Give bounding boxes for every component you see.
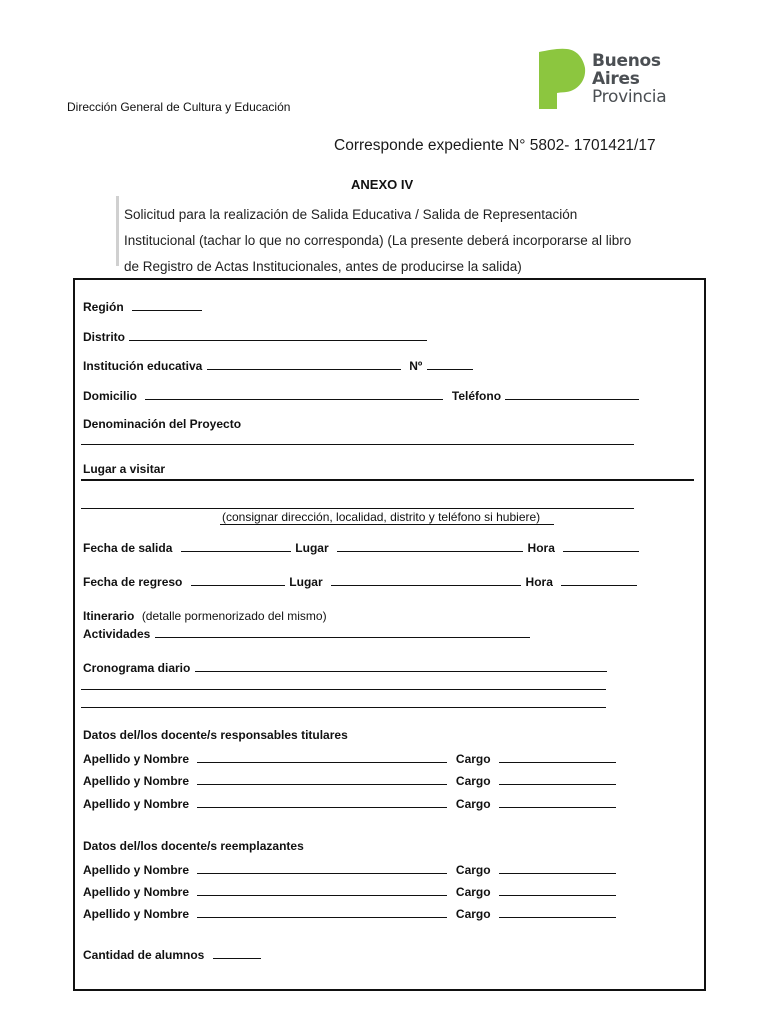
numero-label: Nº xyxy=(409,359,423,373)
actividades-label: Actividades xyxy=(83,627,151,641)
lugar-salida-field[interactable] xyxy=(337,541,523,552)
titular-row xyxy=(83,750,616,768)
actividades-row xyxy=(83,625,530,643)
apellido-nombre-field[interactable] xyxy=(197,752,447,763)
cargo-field[interactable] xyxy=(499,797,616,808)
request-line-1: Solicitud para la realización de Salida Educativa / Salida de Representación xyxy=(124,207,578,222)
cronograma-row xyxy=(83,659,607,677)
cronograma-label: Cronograma diario xyxy=(83,661,191,675)
request-text xyxy=(124,202,684,280)
cargo-label: Cargo xyxy=(455,797,491,811)
lugar-visitar-label: Lugar a visitar xyxy=(83,462,166,476)
fecha-regreso-row xyxy=(83,573,637,591)
lugar-regreso-field[interactable] xyxy=(331,575,521,586)
cargo-field[interactable] xyxy=(499,863,616,874)
proyecto-label: Denominación del Proyecto xyxy=(83,417,242,431)
docentes-reemplazantes-heading: Datos del/los docente/s reemplazantes xyxy=(83,839,304,853)
apellido-nombre-field[interactable] xyxy=(197,774,447,785)
distrito-label: Distrito xyxy=(83,330,125,344)
titular-row xyxy=(83,772,616,790)
titular-row xyxy=(83,795,616,813)
apellido-nombre-field[interactable] xyxy=(197,907,447,918)
lugar-salida-label: Lugar xyxy=(295,541,329,555)
apellido-nombre-label: Apellido y Nombre xyxy=(83,797,190,811)
telefono-field[interactable] xyxy=(505,389,639,400)
department-name: Dirección General de Cultura y Educación xyxy=(67,100,291,114)
logo-line-2: Aires xyxy=(592,69,640,89)
reemplazante-row xyxy=(83,861,616,879)
lugar-regreso-label: Lugar xyxy=(289,575,323,589)
apellido-nombre-label: Apellido y Nombre xyxy=(83,752,190,766)
cargo-label: Cargo xyxy=(455,885,491,899)
request-line-2: Institucional (tachar lo que no corresponda) (La presente deberá incorporarse al libro xyxy=(124,233,632,248)
hora-salida-label: Hora xyxy=(527,541,555,555)
apellido-nombre-field[interactable] xyxy=(197,885,447,896)
apellido-nombre-label: Apellido y Nombre xyxy=(83,907,190,921)
domicilio-field[interactable] xyxy=(145,389,443,400)
cargo-field[interactable] xyxy=(499,907,616,918)
distrito-row xyxy=(83,328,427,346)
numero-field[interactable] xyxy=(427,359,473,370)
cantidad-alumnos-label: Cantidad de alumnos xyxy=(83,948,205,962)
expediente-number: Corresponde expediente N° 5802- 1701421/17 xyxy=(334,137,656,154)
hora-regreso-field[interactable] xyxy=(561,575,637,586)
docentes-titulares-heading: Datos del/los docente/s responsables titulares xyxy=(83,728,348,742)
cronograma-line-2[interactable] xyxy=(81,689,606,690)
domicilio-row xyxy=(83,387,639,405)
cargo-field[interactable] xyxy=(499,752,616,763)
consignar-underline xyxy=(220,524,554,525)
actividades-field[interactable] xyxy=(155,627,530,638)
request-line-3: de Registro de Actas Institucionales, antes de producirse la salida) xyxy=(124,259,522,274)
logo-line-3: Provincia xyxy=(592,87,667,107)
reemplazante-row xyxy=(83,905,616,923)
consignar-note: (consignar dirección, localidad, distrito y teléfono si hubiere) xyxy=(222,510,541,524)
institucion-label: Institución educativa xyxy=(83,359,203,373)
itinerario-detail: (detalle pormenorizado del mismo) xyxy=(141,609,327,623)
lugar-visitar-divider xyxy=(81,479,694,481)
institucion-field[interactable] xyxy=(207,359,401,370)
cargo-label: Cargo xyxy=(455,863,491,877)
itinerario-row xyxy=(83,607,327,625)
cargo-label: Cargo xyxy=(455,907,491,921)
region-field[interactable] xyxy=(132,300,202,311)
region-label: Región xyxy=(83,300,124,314)
fecha-regreso-field[interactable] xyxy=(191,575,285,586)
apellido-nombre-field[interactable] xyxy=(197,797,447,808)
domicilio-label: Domicilio xyxy=(83,389,138,403)
reemplazante-row xyxy=(83,883,616,901)
logo-wordmark xyxy=(592,52,666,106)
apellido-nombre-label: Apellido y Nombre xyxy=(83,885,190,899)
cargo-label: Cargo xyxy=(455,752,491,766)
cantidad-alumnos-row xyxy=(83,946,261,964)
annex-title: ANEXO IV xyxy=(351,177,414,192)
cargo-field[interactable] xyxy=(499,885,616,896)
cargo-field[interactable] xyxy=(499,774,616,785)
cantidad-alumnos-field[interactable] xyxy=(213,948,261,959)
scan-edge xyxy=(116,196,119,266)
cronograma-field[interactable] xyxy=(195,661,607,672)
apellido-nombre-field[interactable] xyxy=(197,863,447,874)
hora-regreso-label: Hora xyxy=(525,575,553,589)
logo-line-1: Buenos xyxy=(592,51,661,71)
fecha-salida-label: Fecha de salida xyxy=(83,541,173,555)
region-row xyxy=(83,298,202,316)
apellido-nombre-label: Apellido y Nombre xyxy=(83,863,190,877)
itinerario-label: Itinerario xyxy=(83,609,135,623)
fecha-salida-row xyxy=(83,539,639,557)
fecha-regreso-label: Fecha de regreso xyxy=(83,575,183,589)
distrito-field[interactable] xyxy=(129,330,427,341)
proyecto-field[interactable] xyxy=(81,444,634,445)
hora-salida-field[interactable] xyxy=(563,541,639,552)
institucion-row xyxy=(83,357,473,375)
cronograma-line-3[interactable] xyxy=(81,707,606,708)
telefono-label: Teléfono xyxy=(451,389,502,403)
apellido-nombre-label: Apellido y Nombre xyxy=(83,774,190,788)
fecha-salida-field[interactable] xyxy=(181,541,291,552)
lugar-visitar-field[interactable] xyxy=(81,508,634,509)
cargo-label: Cargo xyxy=(455,774,491,788)
